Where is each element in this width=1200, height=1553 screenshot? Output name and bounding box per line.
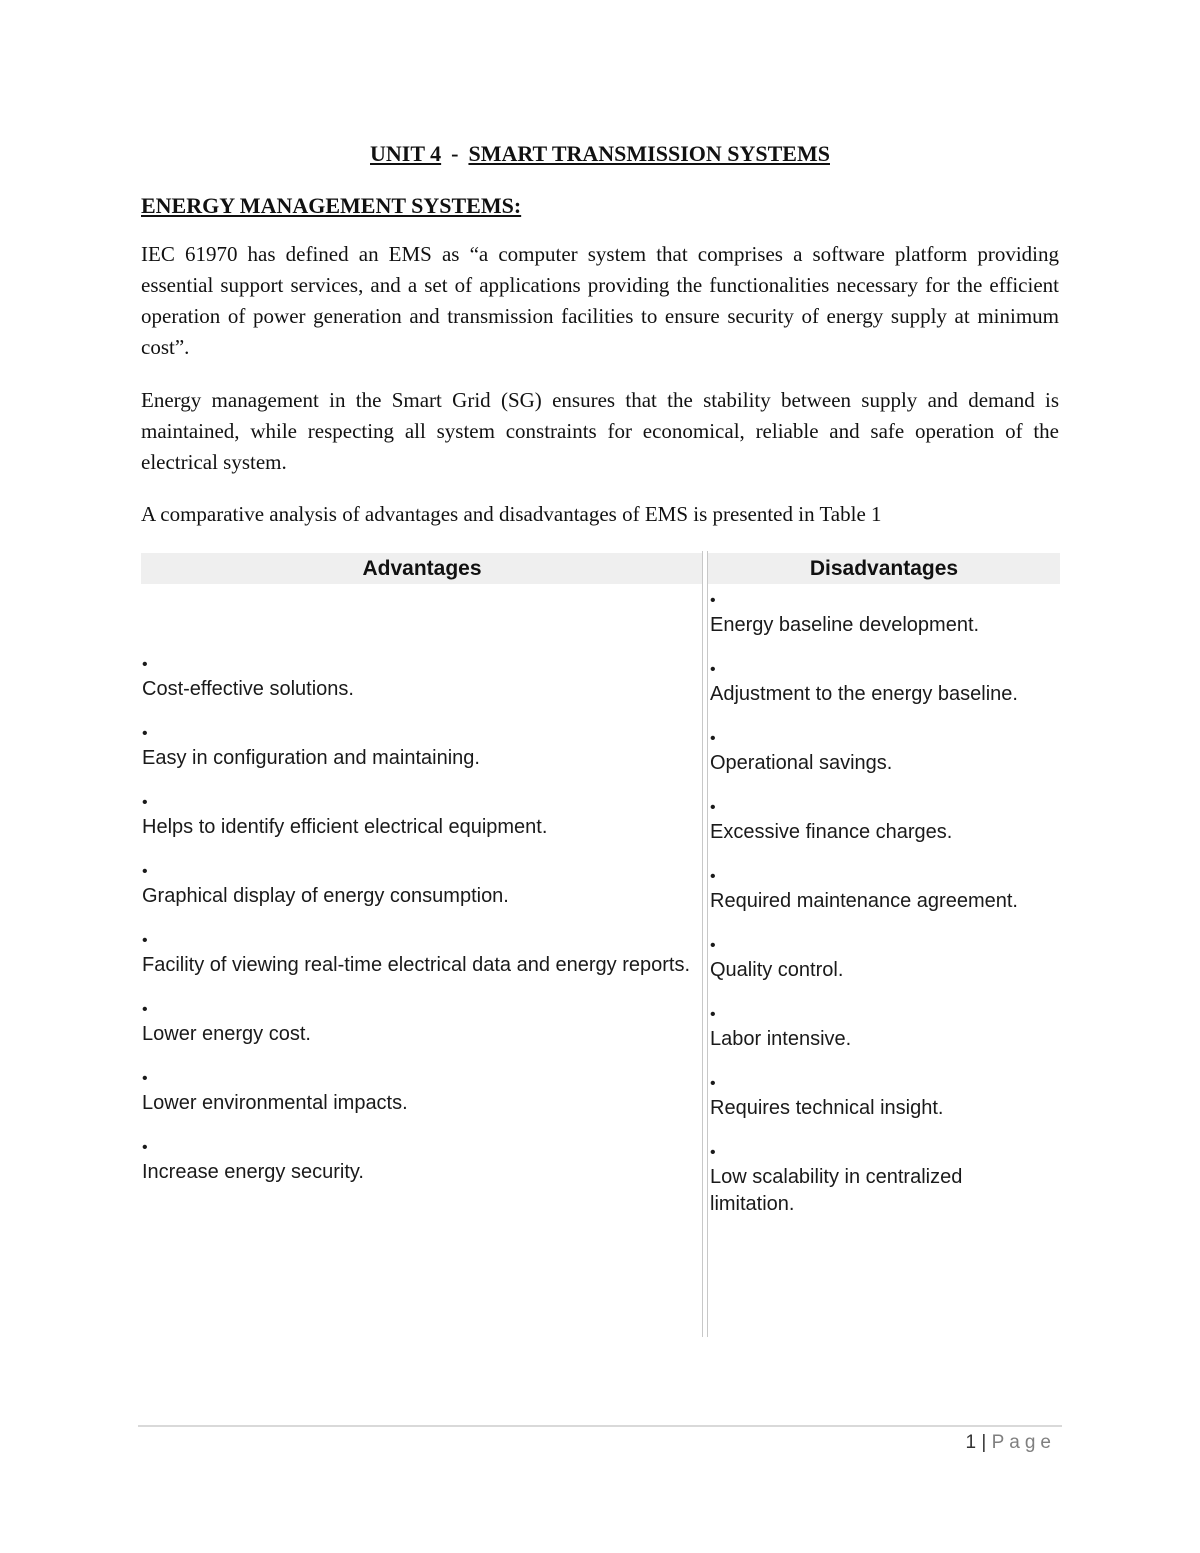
disadvantage-text: Labor intensive. <box>710 1028 852 1050</box>
bullet-icon: • <box>710 1075 716 1092</box>
bullet-icon: • <box>710 592 716 609</box>
advantage-text: Facility of viewing real-time electrical data and energy reports. <box>142 954 691 976</box>
bullet-icon: • <box>142 725 148 742</box>
advantage-text: Lower environmental impacts. <box>142 1092 408 1114</box>
paragraph-table-intro: A comparative analysis of advantages and disadvantages of EMS is presented in Table 1 <box>141 502 882 526</box>
list-item <box>142 791 698 841</box>
disadvantage-text: Quality control. <box>710 959 844 981</box>
disadvantage-text: Operational savings. <box>710 752 893 774</box>
list-item <box>142 653 698 703</box>
comparison-table <box>141 551 1060 1337</box>
advantages-list <box>142 653 698 1205</box>
list-item <box>710 1003 1040 1053</box>
list-item <box>142 929 698 979</box>
list-item <box>710 1072 1040 1122</box>
bullet-icon: • <box>142 932 148 949</box>
paragraph-energy-management: Energy management in the Smart Grid (SG) ensures that the stability between supply and demand is maintained, while respecting all system constraints for economical, reliable and safe operation of the electrical system. <box>141 388 1059 474</box>
column-divider <box>702 551 708 1337</box>
disadvantages-list <box>710 589 1040 1237</box>
bullet-icon: • <box>710 799 716 816</box>
advantage-text: Lower energy cost. <box>142 1023 311 1045</box>
disadvantage-text: Adjustment to the energy baseline. <box>710 683 1018 705</box>
bullet-icon: • <box>142 863 148 880</box>
bullet-icon: • <box>710 868 716 885</box>
advantage-text: Helps to identify efficient electrical equipment. <box>142 816 548 838</box>
list-item <box>142 998 698 1048</box>
list-item <box>710 865 1040 915</box>
page-footer <box>966 1432 1056 1454</box>
bullet-icon: • <box>710 661 716 678</box>
list-item <box>142 860 698 910</box>
disadvantage-text: Energy baseline development. <box>710 614 980 636</box>
title-topic: SMART TRANSMISSION SYSTEMS <box>468 141 830 166</box>
bullet-icon: • <box>710 1144 716 1161</box>
list-item <box>710 796 1040 846</box>
list-item <box>142 1067 698 1117</box>
page-number: 1 <box>965 1432 977 1453</box>
disadvantage-text: Required maintenance agreement. <box>710 890 1018 912</box>
disadvantage-text: Excessive finance charges. <box>710 821 953 843</box>
list-item <box>710 727 1040 777</box>
disadvantage-text: Low scalability in centralized limitation. <box>710 1166 963 1215</box>
page-title <box>0 141 1200 167</box>
advantage-text: Easy in configuration and maintaining. <box>142 747 480 769</box>
disadvantage-text: Requires technical insight. <box>710 1097 944 1119</box>
list-item <box>142 722 698 772</box>
advantage-text: Graphical display of energy consumption. <box>142 885 509 907</box>
page-label: Page <box>991 1432 1056 1453</box>
list-item <box>710 589 1040 639</box>
bullet-icon: • <box>710 1006 716 1023</box>
section-heading: ENERGY MANAGEMENT SYSTEMS: <box>141 193 522 218</box>
bullet-icon: • <box>142 794 148 811</box>
advantage-text: Increase energy security. <box>142 1161 364 1183</box>
bullet-icon: • <box>710 730 716 747</box>
header-advantages: Advantages <box>141 553 703 584</box>
list-item <box>710 934 1040 984</box>
bullet-icon: • <box>142 1139 148 1156</box>
list-item <box>710 1141 1040 1218</box>
footer-bar: | <box>981 1432 987 1453</box>
bullet-icon: • <box>142 1001 148 1018</box>
footer-divider <box>138 1425 1062 1427</box>
list-item <box>142 1136 698 1186</box>
paragraph-ems-definition: IEC 61970 has defined an EMS as “a computer system that comprises a software platform providing essential support services, and a set of applications providing the functionalities necessary for the efficient operation of power generation and transmission facilities to ensure security of energy supply at minimum cost”. <box>141 242 1059 359</box>
list-item <box>710 658 1040 708</box>
bullet-icon: • <box>142 656 148 673</box>
title-unit: UNIT 4 <box>370 141 442 166</box>
advantage-text: Cost-effective solutions. <box>142 678 354 700</box>
header-disadvantages: Disadvantages <box>708 553 1060 584</box>
title-separator: - <box>451 141 459 166</box>
bullet-icon: • <box>142 1070 148 1087</box>
bullet-icon: • <box>710 937 716 954</box>
